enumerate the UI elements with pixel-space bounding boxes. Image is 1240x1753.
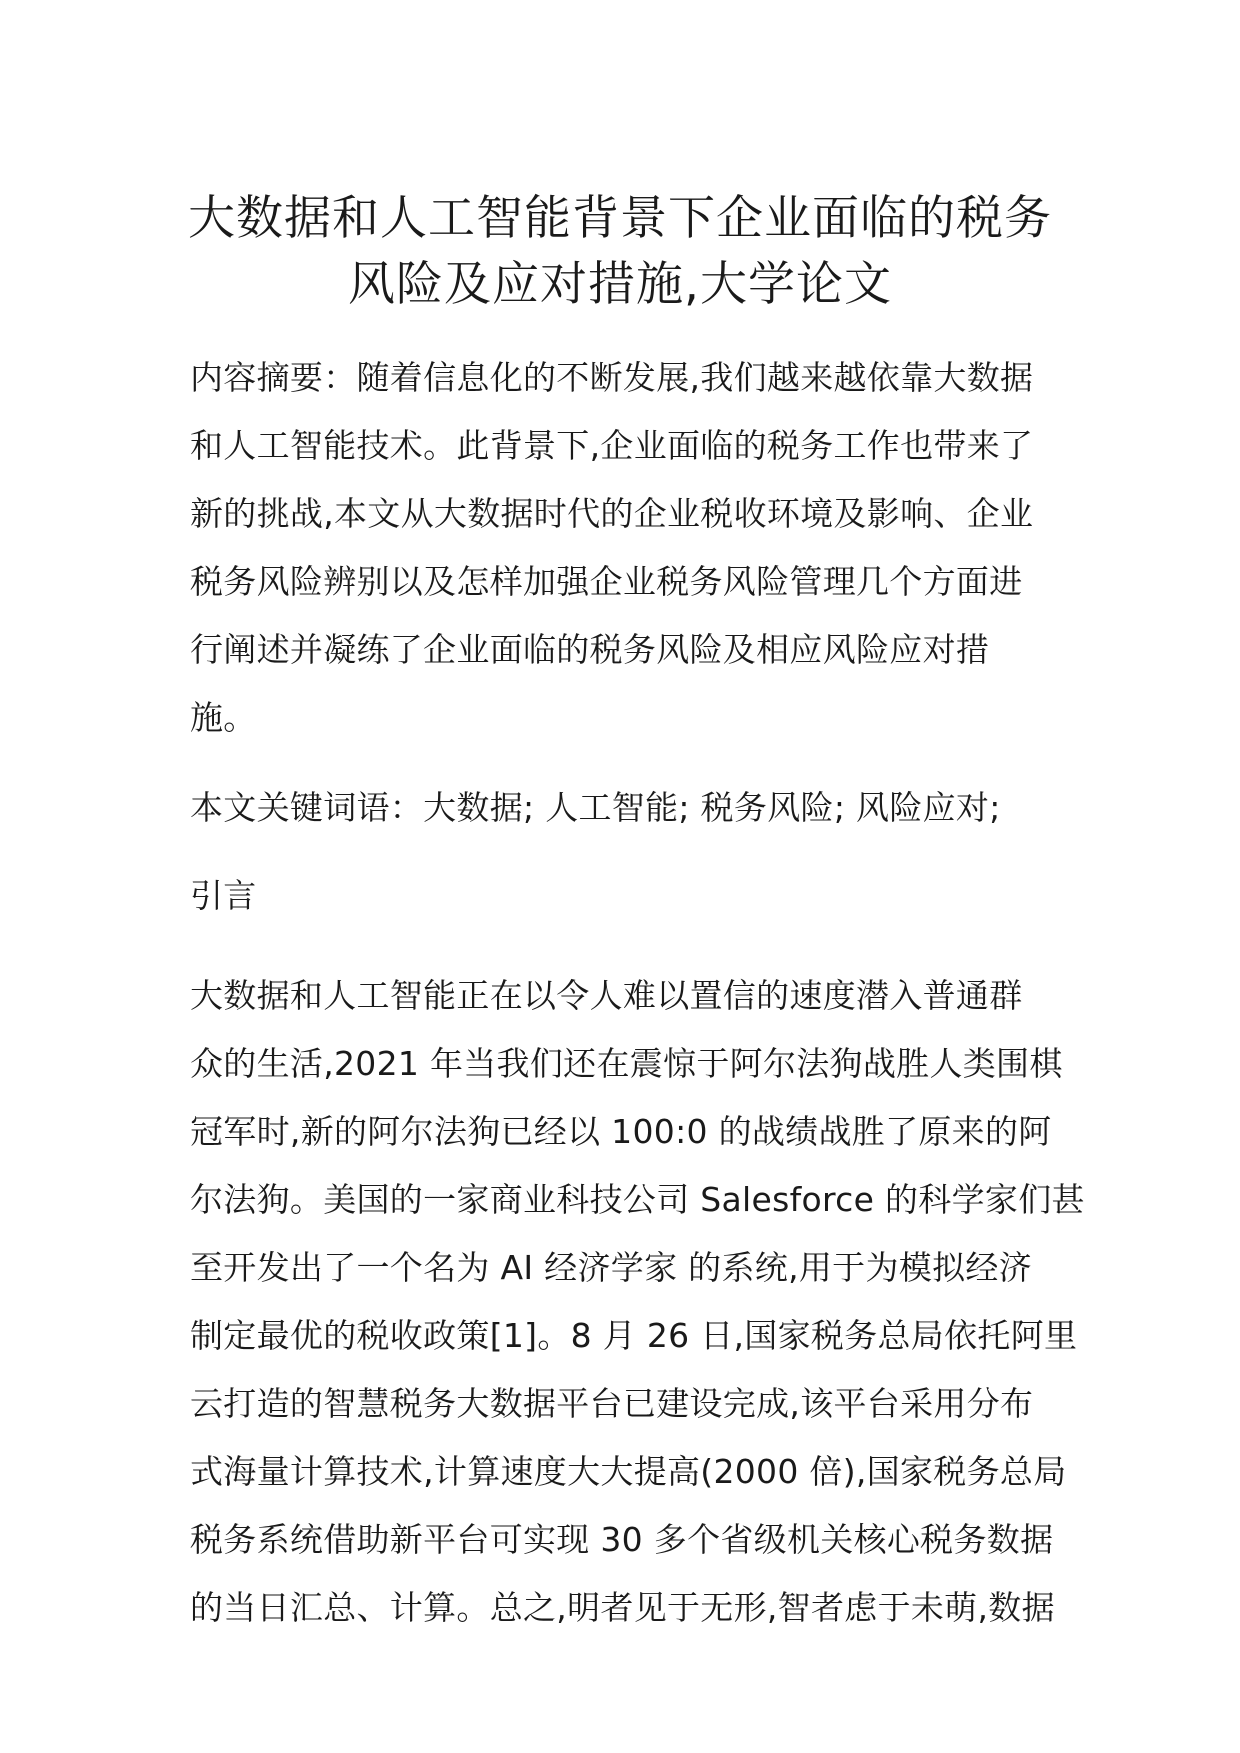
title-line: 风险及应对措施,大学论文 xyxy=(348,257,892,312)
abstract-line: 行阐述并凝练了企业面临的税务风险及相应风险应对措 xyxy=(190,630,990,669)
title-line: 大数据和人工智能背景下企业面临的税务 xyxy=(188,191,1052,246)
body-line: 制定最优的税收政策[1]。8 月 26 日,国家税务总局依托阿里 xyxy=(190,1316,1078,1355)
body-line: 至开发出了一个名为 AI 经济学家 的系统,用于为模拟经济 xyxy=(190,1248,1032,1287)
abstract-line: 施。 xyxy=(190,698,257,737)
body-paragraph xyxy=(190,962,1085,1642)
abstract-paragraph xyxy=(190,344,1033,752)
body-line: 尔法狗。美国的一家商业科技公司 Salesforce 的科学家们甚 xyxy=(190,1180,1085,1219)
abstract-line: 内容摘要：随着信息化的不断发展,我们越来越依靠大数据 xyxy=(190,358,1034,397)
body-line: 众的生活,2021 年当我们还在震惊于阿尔法狗战胜人类围棋 xyxy=(190,1044,1063,1083)
keywords-text: 本文关键词语：大数据; 人工智能; 税务风险; 风险应对; xyxy=(190,788,1001,827)
intro-heading xyxy=(190,862,257,930)
body-line: 云打造的智慧税务大数据平台已建设完成,该平台采用分布 xyxy=(190,1384,1034,1423)
intro-heading-text: 引言 xyxy=(190,876,257,915)
body-line: 冠军时,新的阿尔法狗已经以 100:0 的战绩战胜了原来的阿 xyxy=(190,1112,1052,1151)
body-line: 税务系统借助新平台可实现 30 多个省级机关核心税务数据 xyxy=(190,1520,1054,1559)
abstract-line: 新的挑战,本文从大数据时代的企业税收环境及影响、企业 xyxy=(190,494,1034,533)
body-line: 大数据和人工智能正在以令人难以置信的速度潜入普通群 xyxy=(190,976,1023,1015)
document-title xyxy=(150,186,1090,318)
abstract-line: 税务风险辨别以及怎样加强企业税务风险管理几个方面进 xyxy=(190,562,1023,601)
body-line: 的当日汇总、计算。总之,明者见于无形,智者虑于未萌,数据 xyxy=(190,1588,1055,1627)
keywords-line xyxy=(190,774,1001,842)
body-line: 式海量计算技术,计算速度大大提高(2000 倍),国家税务总局 xyxy=(190,1452,1067,1491)
abstract-line: 和人工智能技术。此背景下,企业面临的税务工作也带来了 xyxy=(190,426,1034,465)
